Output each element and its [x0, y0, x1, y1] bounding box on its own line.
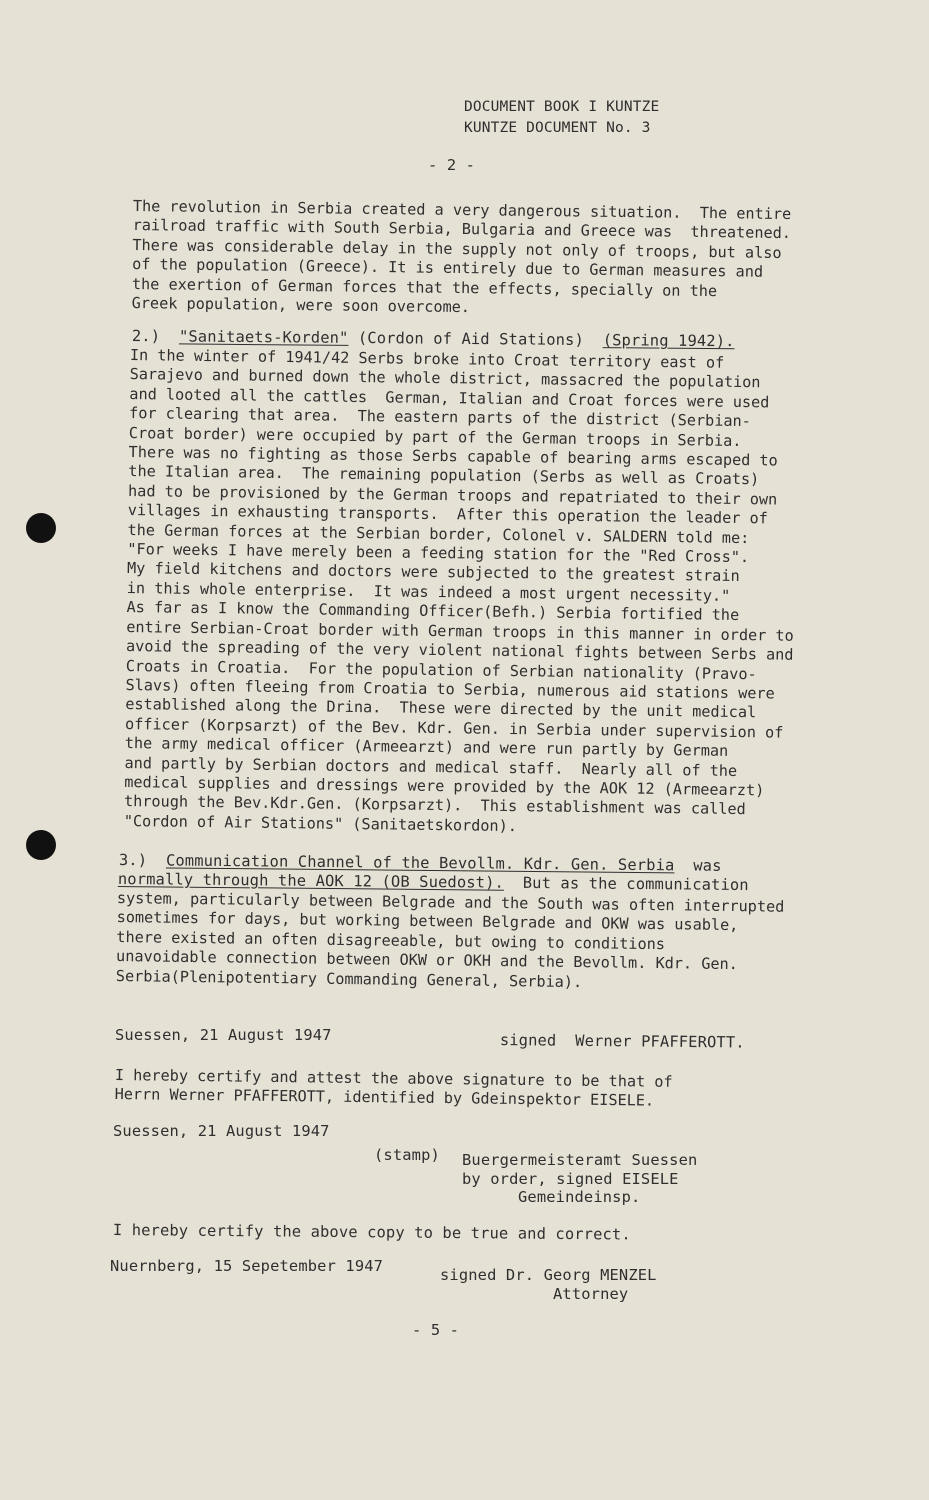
section-2-line: Sarajevo and burned down the whole district, massacred the population	[129, 365, 761, 392]
document-number-line: KUNTZE DOCUMENT No. 3	[464, 120, 651, 136]
section-2-line: "Cordon of Air Stations" (Sanitaetskordon).	[123, 811, 518, 835]
section-2-line: medical supplies and dressings were provided by the AOK 12 (Armeearzt)	[124, 772, 765, 800]
intro-line: There was considerable delay in the supply not only of troops, but also	[132, 235, 782, 262]
page-marker-top: - 2 -	[428, 156, 476, 174]
final-place-date: Nuernberg, 15 Sepetember 1947	[110, 1257, 384, 1275]
section-2-line: Croat border) were occupied by part of the German troops in Serbia.	[128, 423, 742, 450]
punch-hole-bottom	[26, 830, 56, 860]
section-2-line: and partly by Serbian doctors and medical staff. Nearly all of the	[124, 753, 738, 780]
section-2-line: avoid the spreading of the very violent national fights between Serbs and	[125, 637, 794, 664]
section-2-line: "For weeks I have merely been a feeding station for the "Red Cross".	[127, 540, 750, 567]
intro-paragraph	[132, 197, 792, 321]
final-certification: I hereby certify the above copy to be true and correct.	[112, 1221, 631, 1244]
section-2-line: My field kitchens and doctors were subjected to the greatest strain	[126, 559, 740, 586]
final-signed: signed Dr. Georg MENZEL	[440, 1266, 657, 1284]
punch-hole-top	[26, 513, 56, 543]
stamp-label: (stamp)	[374, 1146, 440, 1164]
certification-line: Herrn Werner PFAFFEROTT, identified by Gdeinspektor EISELE.	[114, 1085, 655, 1110]
section-2-line: villages in exhausting transports. After this operation the leader of	[127, 501, 768, 528]
section-2-line: entire Serbian-Croat border with German troops in this manner in order to	[126, 617, 794, 645]
section-2-number: 2.)	[131, 327, 161, 346]
stamp-line: Buergermeisteramt Suessen	[462, 1151, 698, 1169]
section-3-channel: normally through the AOK 12 (OB Suedost).	[117, 870, 505, 892]
section-3-body	[116, 889, 785, 995]
section-2-line: and looted all the cattles German, Italian and Croat forces were used	[129, 384, 770, 412]
section-3-title: Communication Channel of the Bevollm. Kdr. Gen. Serbia	[165, 851, 675, 875]
final-title: Attorney	[553, 1285, 629, 1303]
section-3-line: sometimes for days, but working between Belgrade and OKW was usable,	[116, 908, 739, 935]
document-book-line: DOCUMENT BOOK I KUNTZE	[464, 99, 660, 115]
section-2-line: In the winter of 1941/42 Serbs broke into Croat territory east of	[129, 346, 725, 372]
intro-line: of the population (Greece). It is entirely due to German measures and	[132, 255, 764, 281]
section-2-line: Slavs) often fleeing from Croatia to Serbia, numerous aid stations were	[125, 675, 775, 703]
certification-place-date: Suessen, 21 August 1947	[113, 1122, 330, 1140]
section-2-line: Croats in Croatia. For the population of Serbian nationality (Pravo-	[125, 656, 757, 683]
section-2-line: There was no fighting as those Serbs capable of bearing arms escaped to	[128, 443, 778, 470]
section-2-line: in this whole enterprise. It was indeed a most urgent necessity."	[126, 578, 731, 605]
section-2-title: "Sanitaets-Korden"	[178, 327, 349, 347]
intro-line: The revolution in Serbia created a very dangerous situation. The entire	[132, 197, 792, 224]
section-2-line: for clearing that area. The eastern parts of the district (Serbian-	[129, 404, 751, 431]
section-2-line: the army medical officer (Armeearzt) and were run partly by German	[124, 734, 729, 760]
section-2-line: had to be provisioned by the German troops and repatriated to their own	[127, 481, 778, 509]
intro-line: the exertion of German forces that the effects, specially on the	[131, 274, 718, 300]
section-3-line: Serbia(Plenipotentiary Commanding General, Serbia).	[115, 966, 583, 991]
section-2-title-translation: (Cordon of Aid Stations)	[357, 328, 584, 349]
section-2-line: the German forces at the Serbian border, Colonel v. SALDERN told me:	[127, 520, 750, 547]
certification-paragraph	[115, 1066, 673, 1112]
section-2-line: officer (Korpsarzt) of the Bev. Kdr. Gen. in Serbia under supervision of	[124, 714, 784, 742]
section-3-number: 3.)	[118, 851, 148, 870]
intro-line: railroad traffic with South Serbia, Bulgaria and Greece was threatened.	[132, 216, 792, 243]
section-2-date: (Spring 1942).	[602, 331, 735, 351]
section-3-title-tail: was	[693, 856, 722, 875]
intro-line: Greek population, were soon overcome.	[131, 294, 471, 317]
stamp-line: Gemeindeinsp.	[518, 1188, 641, 1206]
section-2-line: As far as I know the Commanding Officer(Befh.) Serbia fortified the	[126, 598, 740, 625]
section-2-line: established along the Drina. These were directed by the unit medical	[125, 695, 757, 722]
section-2-line: through the Bev.Kdr.Gen. (Korpsarzt). This establishment was called	[123, 792, 746, 819]
page-number: - 5 -	[412, 1321, 460, 1339]
signature-place-date: Suessen, 21 August 1947	[115, 1026, 332, 1044]
section-3-line: there existed an often disagreeable, but owing to conditions	[116, 927, 666, 953]
stamp-line: by order, signed EISELE	[462, 1170, 679, 1188]
section-3-line: system, particularly between Belgrade and the South was often interrupted	[116, 889, 785, 916]
section-3-line-2-rest: But as the communication	[503, 873, 749, 895]
section-3-line: unavoidable connection between OKW or OKH and the Bevollm. Kdr. Gen.	[116, 947, 738, 974]
section-2-line: the Italian area. The remaining population (Serbs as well as Croats)	[128, 462, 760, 489]
certification-line: I hereby certify and attest the above signature to be that of	[114, 1066, 673, 1091]
signature-signed: signed Werner PFAFFEROTT.	[499, 1031, 745, 1052]
section-2-body	[124, 346, 798, 840]
